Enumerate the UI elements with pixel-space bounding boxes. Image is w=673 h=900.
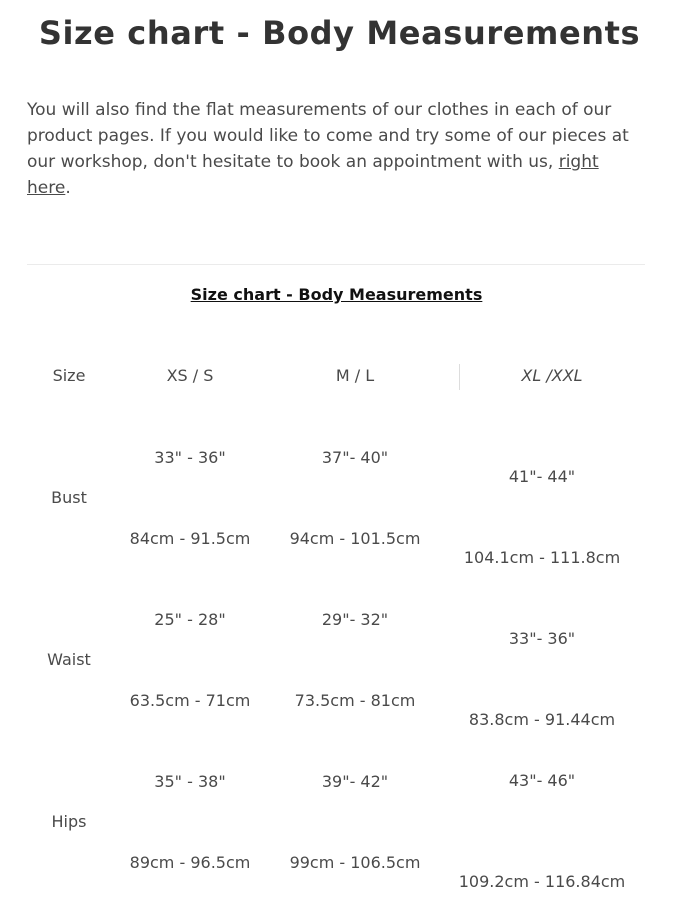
bust-xs-s-cm: 84cm - 91.5cm — [129, 529, 251, 548]
waist-m-l-inches: 29"- 32" — [321, 610, 389, 629]
book-appointment-link[interactable]: right here — [27, 152, 599, 198]
intro-text: You will also find the flat measurements of our clothes in each of our product pages. If you would like to come and try some of our pieces at our workshop, don't hesitate to book an appointment with us, — [27, 100, 629, 172]
hips-m-l-inches: 39"- 42" — [321, 772, 389, 791]
hips-xs-s-inches: 35" - 38" — [154, 772, 226, 791]
bust-xs-s-inches: 33" - 36" — [154, 448, 226, 467]
hips-xl-xxl-cm: 109.2cm - 116.84cm — [458, 872, 626, 891]
header-m-l: M / L — [335, 366, 375, 385]
row-label-bust: Bust — [51, 488, 87, 507]
header-xs-s: XS / S — [166, 366, 214, 385]
row-label-hips: Hips — [51, 812, 87, 831]
section-divider — [27, 264, 645, 265]
waist-xl-xxl-inches: 33"- 36" — [508, 629, 576, 648]
waist-xs-s-inches: 25" - 28" — [154, 610, 226, 629]
bust-m-l-cm: 94cm - 101.5cm — [289, 529, 421, 548]
intro-paragraph — [27, 97, 632, 201]
waist-xs-s-cm: 63.5cm - 71cm — [129, 691, 251, 710]
column-separator — [459, 364, 460, 390]
header-xl-xxl: XL /XXL — [521, 366, 583, 385]
hips-xl-xxl-inches: 43"- 46" — [508, 771, 576, 790]
waist-m-l-cm: 73.5cm - 81cm — [294, 691, 416, 710]
waist-xl-xxl-cm: 83.8cm - 91.44cm — [468, 710, 616, 729]
hips-m-l-cm: 99cm - 106.5cm — [289, 853, 421, 872]
hips-xs-s-cm: 89cm - 96.5cm — [129, 853, 251, 872]
intro-end: . — [65, 178, 71, 198]
table-title: Size chart - Body Measurements — [190, 285, 483, 304]
header-size: Size — [52, 366, 86, 385]
page-title: Size chart - Body Measurements — [38, 14, 641, 52]
bust-m-l-inches: 37"- 40" — [321, 448, 389, 467]
bust-xl-xxl-cm: 104.1cm - 111.8cm — [463, 548, 621, 567]
bust-xl-xxl-inches: 41"- 44" — [508, 467, 576, 486]
row-label-waist: Waist — [47, 650, 91, 669]
